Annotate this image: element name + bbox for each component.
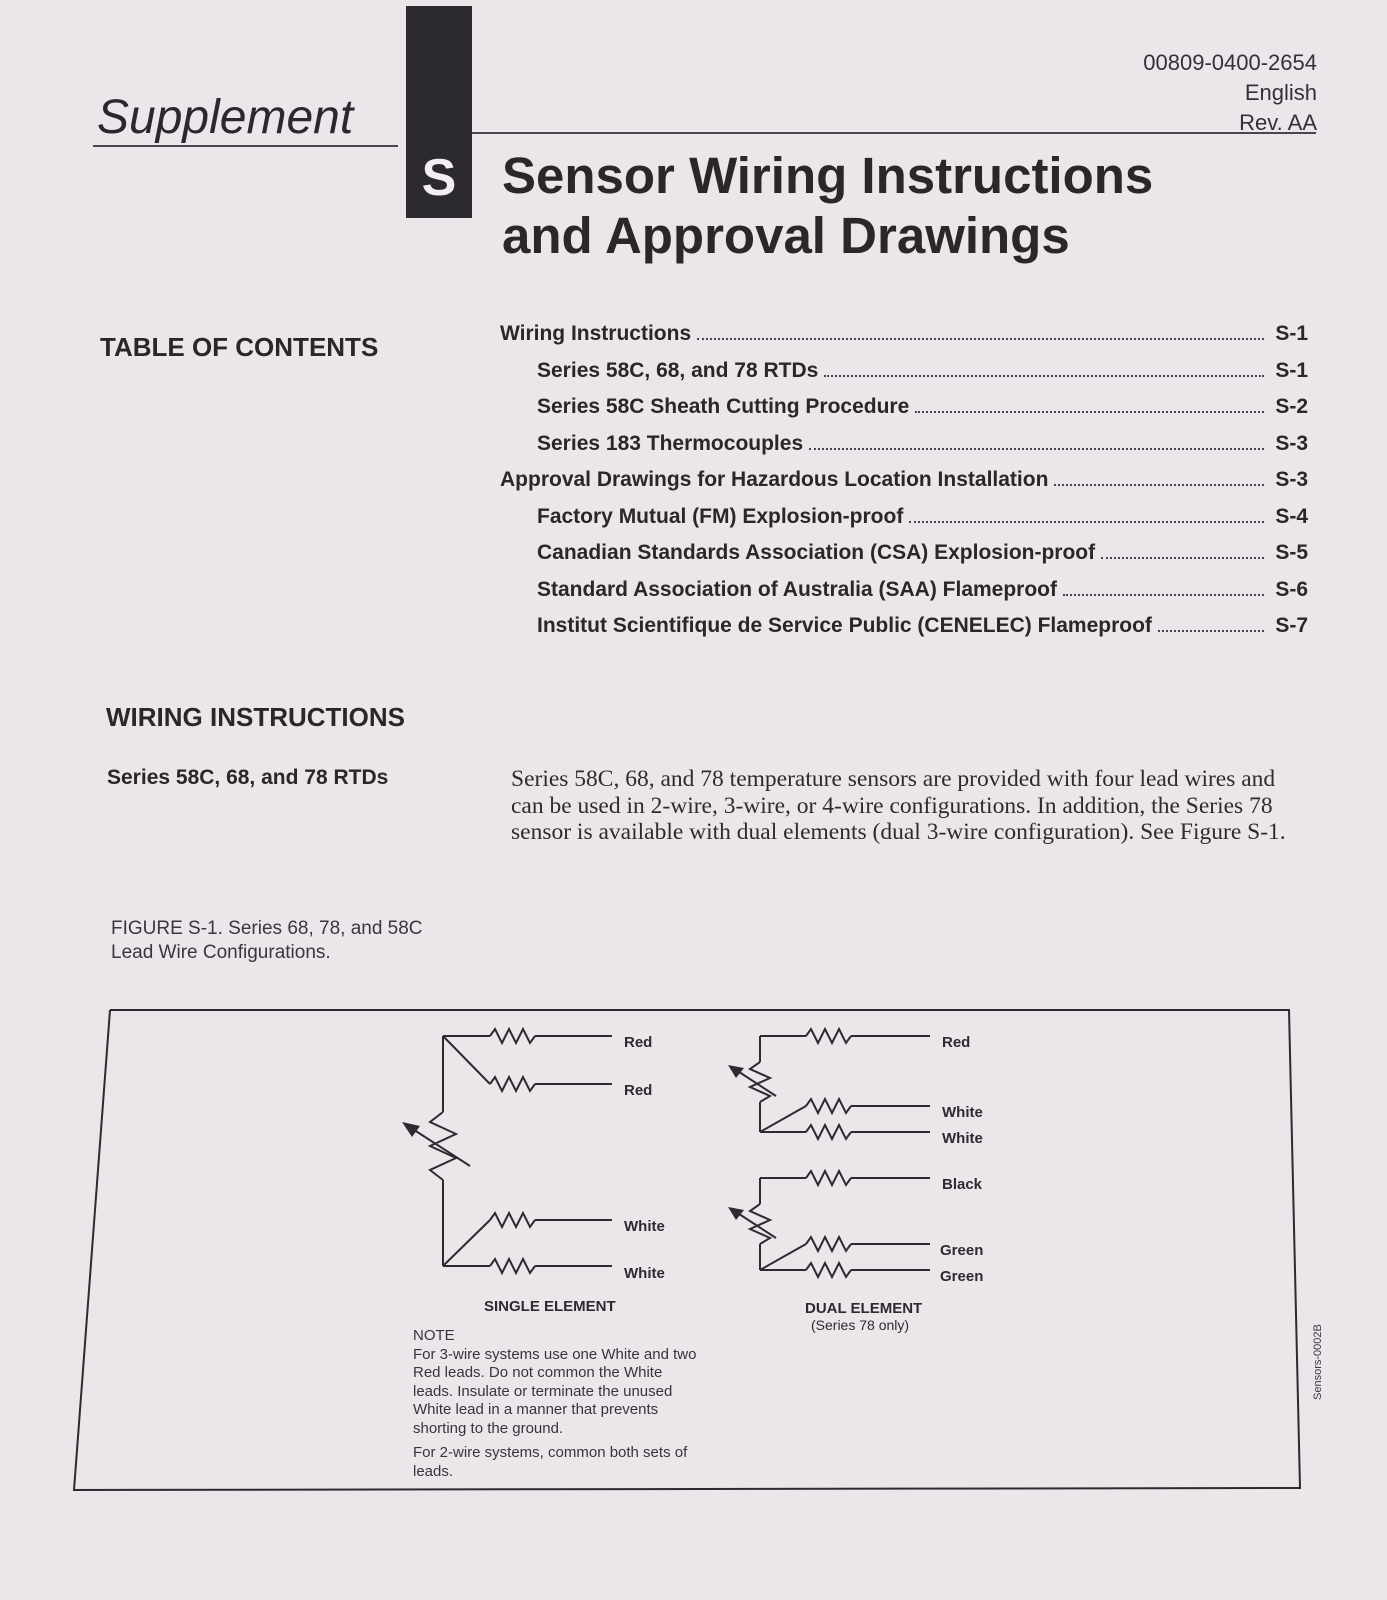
section-heading: WIRING INSTRUCTIONS [106, 702, 405, 732]
wire-label: Green [940, 1242, 984, 1259]
note-3-wire: For 3-wire systems use one White and two Red leads. Do not common the White leads. Insulate or terminate the unused White lead in a manner that prevents shorting to the ground. [413, 1345, 697, 1437]
doc-revision: Rev. AA [1239, 110, 1317, 135]
rtd-element-symbol [430, 1112, 456, 1180]
rtd-arrow-shaft [408, 1126, 470, 1166]
resistor-symbol [806, 1237, 851, 1251]
wire-line [760, 1244, 806, 1270]
toc-entry-page: S-7 [1275, 614, 1308, 637]
toc-entry-page: S-6 [1275, 577, 1308, 601]
dual-element-subcaption: (Series 78 only) [811, 1317, 910, 1333]
toc-entry-label: Standard Association of Australia (SAA) Flameproof [537, 577, 1058, 601]
toc-entry-page: S-1 [1275, 322, 1308, 345]
toc-entry-label: Canadian Standards Association (CSA) Explosion-proof [537, 541, 1096, 564]
toc-entry-page: S-3 [1275, 431, 1308, 455]
toc-entry-label: Series 183 Thermocouples [537, 431, 804, 455]
figure-note [413, 1327, 703, 1481]
resistor-symbol [806, 1171, 851, 1185]
wire-label: White [624, 1265, 665, 1282]
resistor-symbol [490, 1029, 535, 1043]
wire-label: Red [624, 1034, 653, 1051]
resistor-symbol [806, 1029, 851, 1043]
supplement-label: Supplement [97, 91, 354, 144]
wire-label: White [942, 1130, 983, 1147]
toc-entry-label: Wiring Instructions [500, 322, 692, 345]
dual-element-caption: DUAL ELEMENT [805, 1300, 923, 1317]
toc-entry-page: S-1 [1275, 358, 1308, 382]
wire-label: White [942, 1104, 983, 1121]
rtd-arrow-head [402, 1122, 420, 1137]
wire-line [760, 1106, 806, 1132]
note-heading: NOTE [413, 1327, 455, 1344]
doc-number: 00809-0400-2654 [1143, 50, 1317, 75]
toc-heading: TABLE OF CONTENTS [100, 332, 379, 362]
drawing-code: Sensors-0002B [1312, 1324, 1324, 1400]
wire-label: Red [942, 1034, 971, 1051]
single-element-caption: SINGLE ELEMENT [484, 1298, 616, 1315]
rtd-arrow-head [728, 1207, 744, 1220]
wire-label: Red [624, 1082, 653, 1099]
wire-line [443, 1220, 490, 1266]
body-paragraph: Series 58C, 68, and 78 temperature sensors are provided with four lead wires and can be used in 2-wire, 3-wire, or 4-wire configurations. In addition, the Series 78 sensor is available with dual elements (dual 3-wire configuration). See Figure S-1. [511, 766, 1286, 845]
toc-entry-label: Series 58C Sheath Cutting Procedure [537, 395, 910, 418]
section-tab-letter: S [421, 149, 457, 207]
resistor-symbol [490, 1259, 535, 1273]
doc-language: English [1244, 80, 1317, 105]
wire-line [443, 1036, 490, 1084]
note-2-wire: For 2-wire systems, common both sets of leads. [413, 1444, 688, 1480]
page-title-line-1: Sensor Wiring Instructions [502, 147, 1154, 204]
toc-entry-page: S-4 [1275, 504, 1308, 528]
wire-label: Black [942, 1176, 983, 1193]
rtd-arrow-head [728, 1065, 744, 1078]
resistor-symbol [806, 1263, 851, 1277]
toc-entry-label: Factory Mutual (FM) Explosion-proof [537, 504, 904, 528]
wire-label: Green [940, 1268, 984, 1285]
wire-label: White [624, 1218, 665, 1235]
resistor-symbol [490, 1213, 535, 1227]
toc-entry-page: S-5 [1275, 541, 1308, 564]
resistor-symbol [490, 1077, 535, 1091]
toc-entry-page: S-2 [1275, 395, 1308, 418]
figure-caption-line-2: Lead Wire Configurations. [111, 942, 331, 963]
page-title-line-2: and Approval Drawings [502, 207, 1070, 264]
toc-entry-label: Institut Scientifique de Service Public (CENELEC) Flameproof [537, 614, 1152, 637]
resistor-symbol [806, 1099, 851, 1113]
subsection-heading: Series 58C, 68, and 78 RTDs [107, 766, 389, 789]
toc-entry-label: Series 58C, 68, and 78 RTDs [537, 358, 819, 382]
resistor-symbol [806, 1125, 851, 1139]
toc-entry-label: Approval Drawings for Hazardous Location Installation [500, 468, 1049, 491]
figure-caption-line-1: FIGURE S-1. Series 68, 78, and 58C [111, 918, 423, 939]
toc-entry-page: S-3 [1275, 468, 1308, 491]
